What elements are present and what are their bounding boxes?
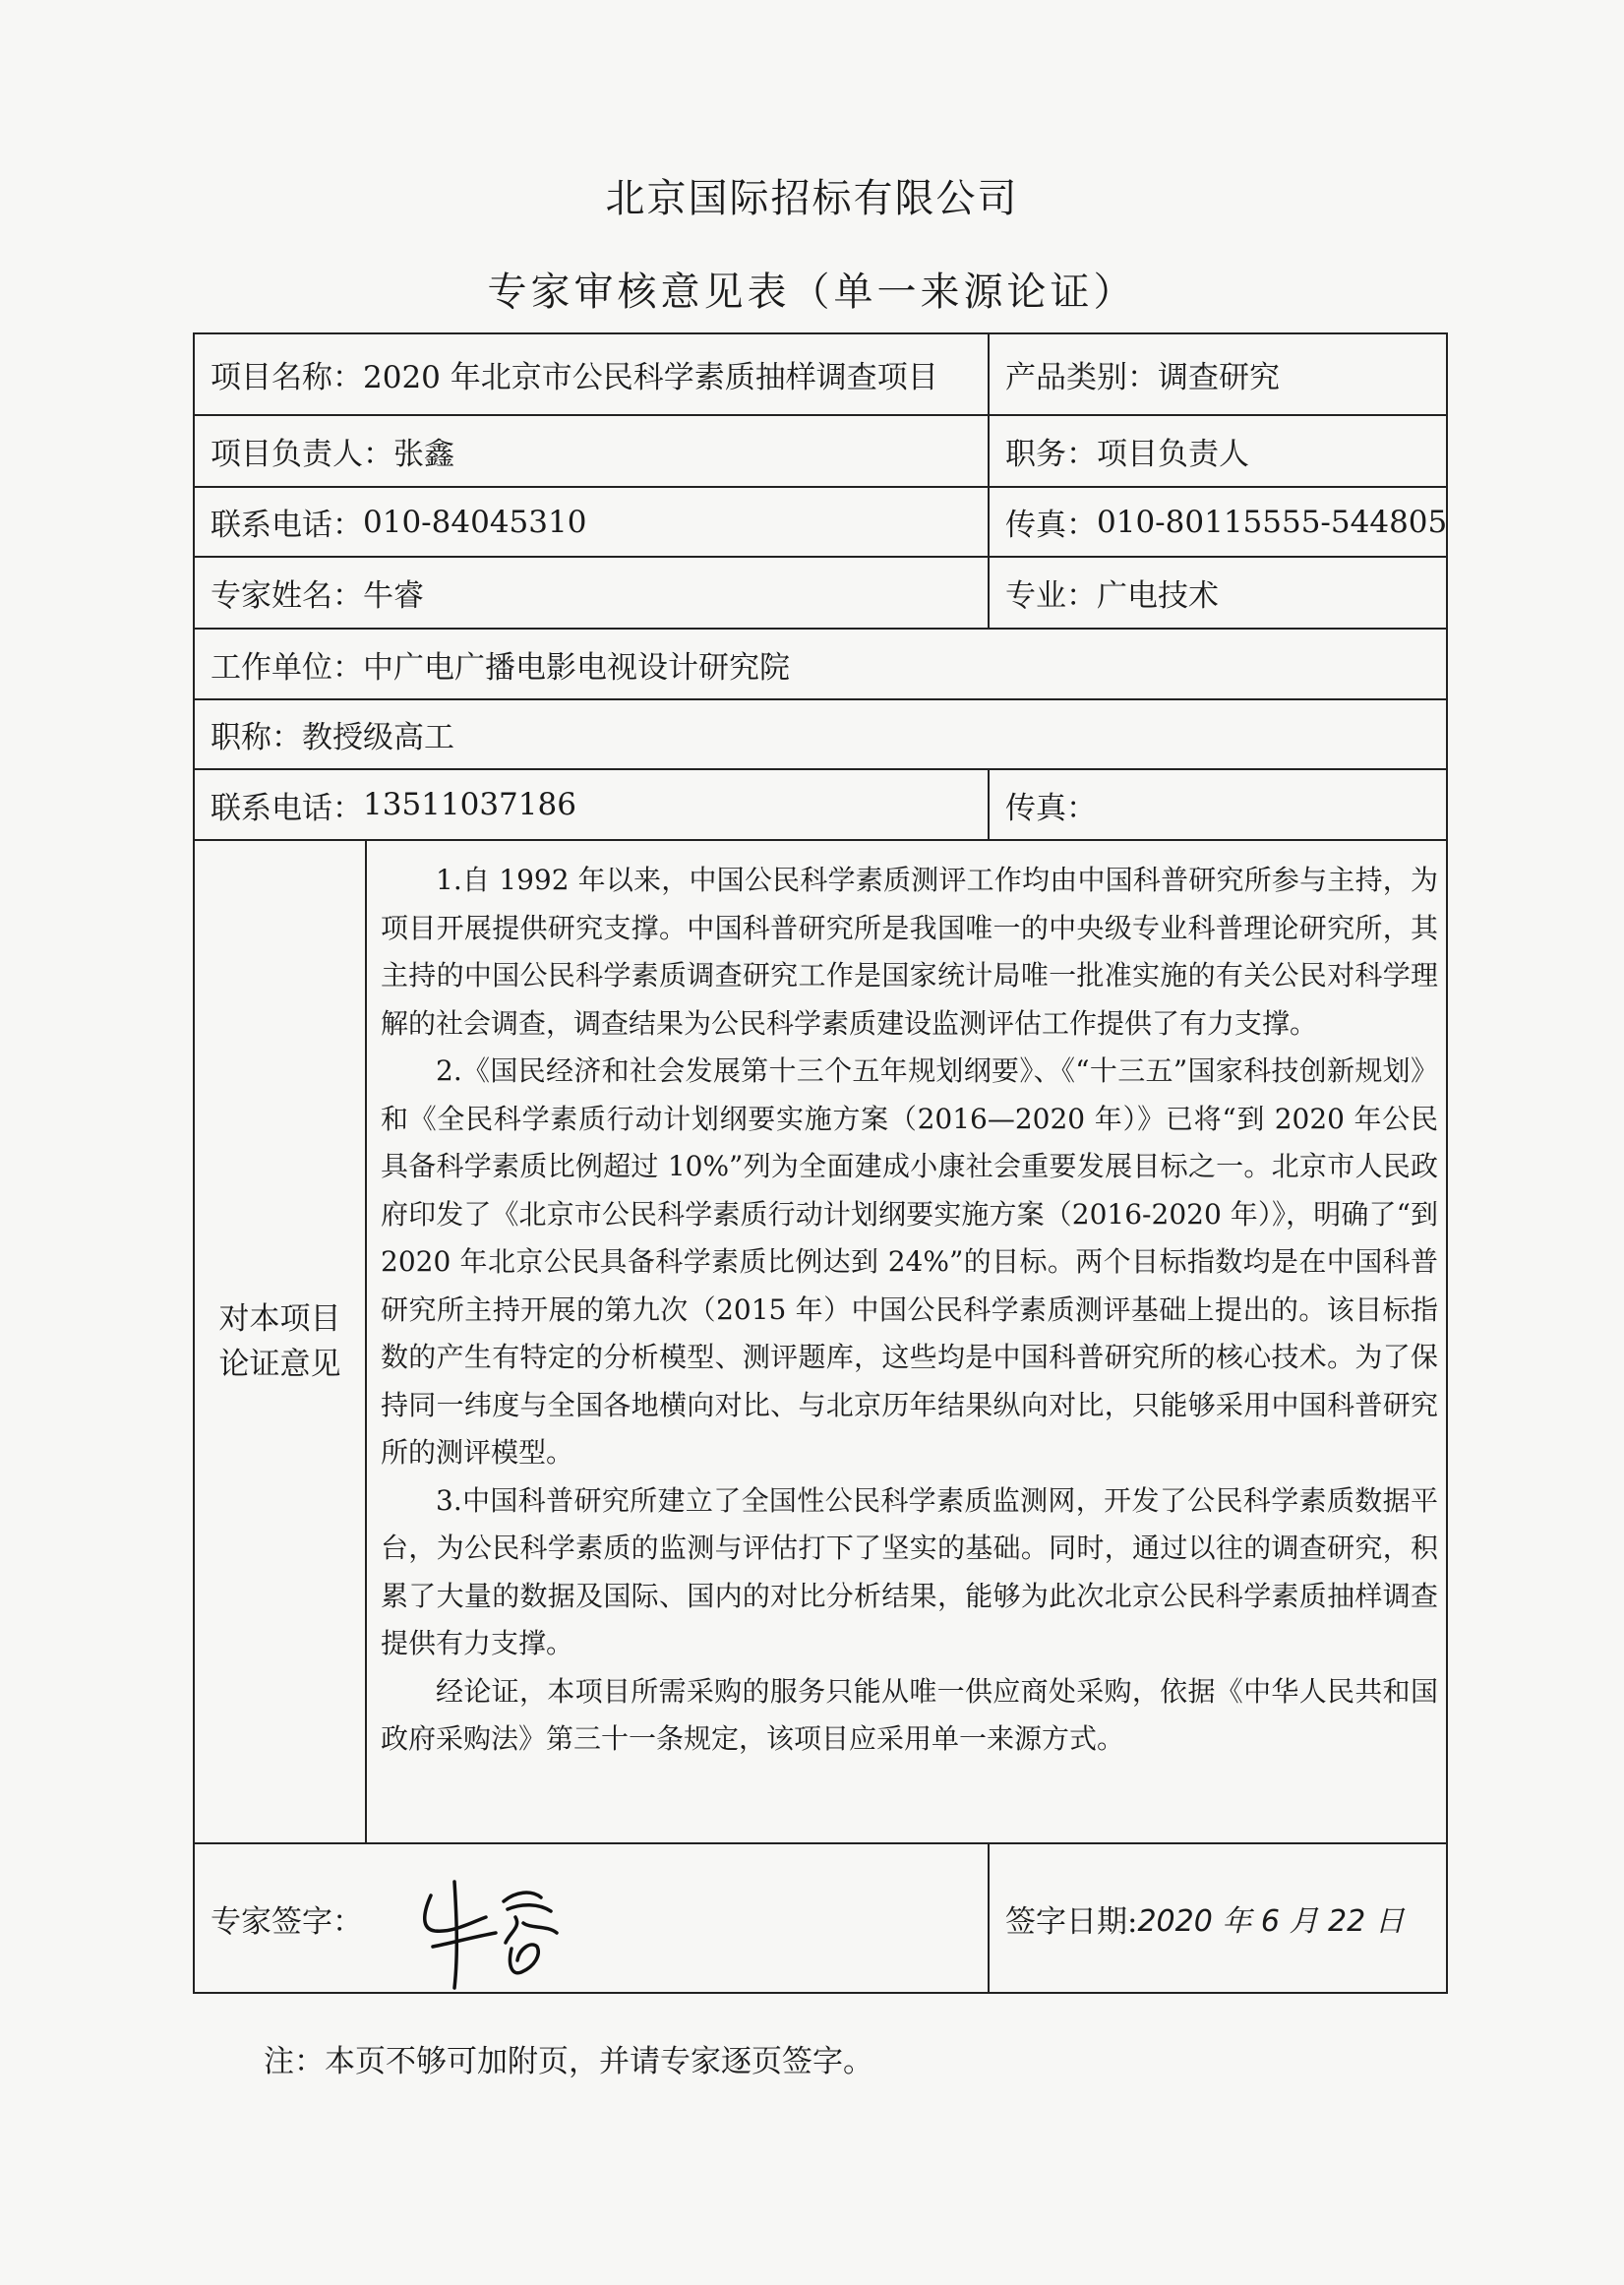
row-professional-title <box>195 700 1446 770</box>
footer-note: 注：本页不够可加附页，并请专家逐页签字。 <box>264 2044 873 2079</box>
expert-name-label: 专家姓名： <box>211 578 363 614</box>
signature-label: 专家签字： <box>211 1903 363 1940</box>
specialty-cell <box>990 558 1446 628</box>
expert-name-cell <box>195 558 990 628</box>
expert-phone-value: 13511037186 <box>363 787 576 822</box>
row-opinion <box>195 841 1446 1844</box>
company-title: 北京国际招标有限公司 <box>605 176 1019 221</box>
professional-title-value: 教授级高工 <box>302 720 454 755</box>
opinion-paragraph: 1.自 1992 年以来，中国公民科学素质测评工作均由中国科普研究所参与主持，为项目开展提供研究支撑。中国科普研究所是我国唯一的中央级专业科普理论研究所，其主持的中国公民科学素质调查研究工作是国家统计局唯一批准实施的有关公民对科学理解的社会调查，调查结果为公民科学素质建设监测评估工作提供了有力支撑。 <box>381 864 1438 1040</box>
expert-fax-label: 传真： <box>1005 790 1097 826</box>
leader-value: 张鑫 <box>393 437 454 472</box>
employer-label: 工作单位： <box>211 649 363 686</box>
opinion-label <box>195 841 367 1842</box>
position-cell <box>990 416 1446 486</box>
expert-phone-cell <box>195 770 990 839</box>
signature-date-value: 2020 年 6 月 22 日 <box>1137 1904 1405 1939</box>
opinion-paragraph: 3.中国科普研究所建立了全国性公民科学素质监测网，开发了公民科学素质数据平台，为公民科学素质的监测与评估打下了坚实的基础。同时，通过以往的调查研究，积累了大量的数据及国际、国内的对比分析结果，能够为此次北京公民科学素质抽样调查提供有力支撑。 <box>381 1483 1438 1659</box>
opinion-paragraph: 经论证，本项目所需采购的服务只能从唯一供应商处采购，依据《中华人民共和国政府采购法》第三十一条规定，该项目应采用单一来源方式。 <box>381 1674 1438 1755</box>
product-category-cell <box>990 334 1446 414</box>
expert-fax-cell <box>990 770 1446 839</box>
specialty-label: 专业： <box>1005 578 1097 614</box>
position-value: 项目负责人 <box>1097 437 1249 472</box>
project-fax-cell <box>990 488 1446 556</box>
employer-cell <box>195 630 1446 698</box>
opinion-body <box>367 841 1446 1842</box>
professional-title-cell <box>195 700 1446 768</box>
employer-value: 中广电广播电影电视设计研究院 <box>363 649 790 686</box>
opinion-paragraph: 2.《国民经济和社会发展第十三个五年规划纲要》、《“十三五”国家科技创新规划》和《全民科学素质行动计划纲要实施方案（2016—2020 年）》已将“到 2020 年公民具备科学素质比例超过 10%”列为全面建成小康社会重要发展目标之一。北京市人民政府印发了《北京市公民科学素质行动计划纲要实施方案（2016-2020 年）》，明确了“到 2020 年北京公民具备科学素质比例达到 24%”的目标。两个目标指数均是在中国科普研究所主持开展的第九次（2015 年）中国公民科学素质测评基础上提出的。该目标指数的产生有特定的分析模型、测评题库，这些均是中国科普研究所的核心技术。为了保持同一纬度与全国各地横向对比、与北京历年结果纵向对比，只能够采用中国科普研究所的测评模型。 <box>381 1054 1438 1469</box>
project-phone-value: 010-84045310 <box>363 504 587 540</box>
review-form <box>193 332 1448 1994</box>
position-label: 职务： <box>1005 437 1097 472</box>
handwritten-signature <box>413 1874 571 1992</box>
expert-signature-cell <box>195 1844 990 1992</box>
project-phone-label: 联系电话： <box>211 508 363 543</box>
project-phone-cell <box>195 488 990 556</box>
category-label: 产品类别： <box>1005 360 1158 395</box>
row-expert-contact <box>195 770 1446 841</box>
row-signature <box>195 1844 1446 1992</box>
signature-date-cell <box>990 1844 1446 1992</box>
project-name-label: 项目名称： <box>211 360 363 395</box>
expert-name-value: 牛睿 <box>363 578 424 614</box>
project-leader-cell <box>195 416 990 486</box>
project-name-cell <box>195 334 990 414</box>
opinion-label-text: 对本项目论证意见 <box>218 1301 341 1382</box>
expert-phone-label: 联系电话： <box>211 790 363 826</box>
category-value: 调查研究 <box>1158 360 1280 395</box>
project-fax-value: 010-80115555-544805 <box>1097 504 1448 540</box>
project-name-value: 2020 年北京市公民科学素质抽样调查项目 <box>363 360 938 395</box>
row-project-leader <box>195 416 1446 488</box>
row-project-name <box>195 334 1446 416</box>
row-employer <box>195 630 1446 700</box>
specialty-value: 广电技术 <box>1097 578 1219 614</box>
signature-date-label: 签字日期: <box>1005 1903 1138 1940</box>
leader-label: 项目负责人： <box>211 437 393 472</box>
row-project-contact <box>195 488 1446 558</box>
professional-title-label: 职称： <box>211 720 302 755</box>
form-title: 专家审核意见表（单一来源论证） <box>487 270 1137 315</box>
row-expert-name <box>195 558 1446 630</box>
project-fax-label: 传真： <box>1005 508 1097 543</box>
